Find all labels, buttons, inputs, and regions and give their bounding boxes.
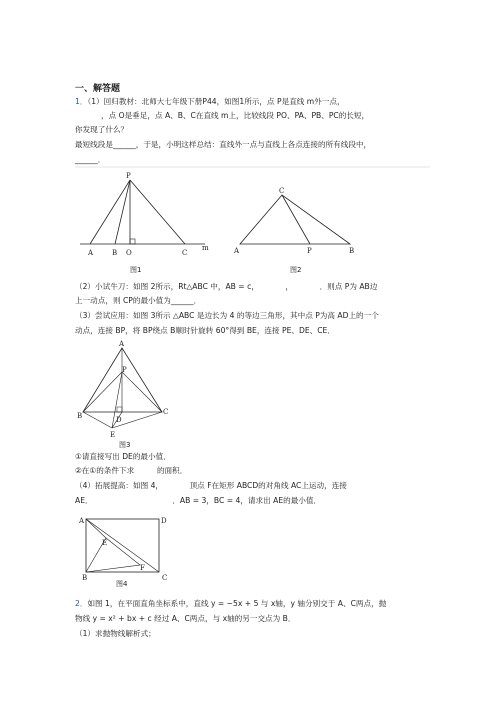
q1-line-5: ______．	[75, 155, 106, 164]
q1-line-9: 动点，连接 BP，将 BP绕点 B顺时针旋转 60°得到 BE，连接 PE、DE、CE．	[75, 326, 335, 335]
q2-number: 2．	[75, 599, 88, 608]
q2-line-2: 物线 y = x² + bx + c 经过 A、C两点，与 x轴的另一交点为 B．	[75, 614, 296, 623]
q1-text-1: （1）回归教材：北师大七年级下册P44，如图1所示，点 P是直线 m外一点，	[87, 97, 345, 106]
fig4-label-c: C	[162, 574, 168, 582]
q1-line-13: AE． ．AB = 3，BC = 4，请求出 AE的最小值．	[75, 496, 322, 505]
fig1-label-b: B	[112, 249, 118, 257]
q1-line-3: 你发现了什么？	[75, 125, 129, 134]
fig1-label-m: m	[202, 244, 209, 252]
fig1-segment-pc	[130, 180, 185, 244]
fig1-right-angle-mark	[130, 239, 135, 244]
fig1-label-o: O	[126, 249, 132, 257]
fig4-segment-ae	[86, 519, 106, 538]
fig1-segment-pb	[115, 180, 130, 244]
fig3-right-angle-mark	[117, 407, 122, 412]
fig3-label-p: P	[122, 366, 127, 374]
fig1-label-p: P	[126, 172, 131, 180]
fig3-label-e: E	[110, 431, 116, 439]
fig4-caption: 图4	[116, 580, 128, 588]
figure-2	[233, 187, 354, 274]
q2-line-3: （1）求抛物线解析式；	[75, 629, 156, 638]
fig3-label-d: D	[116, 416, 122, 424]
fig1-caption: 图1	[130, 266, 142, 274]
fig4-triangle-bef	[86, 538, 140, 572]
fig3-label-b: B	[77, 412, 83, 420]
q1-line-10: ①请直接写出 DE的最小值．	[75, 452, 171, 461]
fig2-label-b: B	[349, 247, 355, 255]
q1-line-6: （2）小试牛刀：如图 2所示，Rt△ABC 中，AB = c， ， ．则点 P为 AB边	[75, 282, 378, 291]
fig4-label-b: B	[82, 574, 88, 582]
fig1-label-c: C	[182, 249, 188, 257]
q1-line-11: ②在①的条件下求 的面积．	[75, 466, 188, 475]
fig4-label-d: D	[161, 517, 167, 525]
figure-4	[78, 517, 167, 588]
q1-line-8: （3）尝试应用：如图 3所示 △ABC 是边长为 4 的等边三角形，其中点 P为高 AD上的一个	[75, 311, 379, 320]
q1-line-4: 最短线段是______，于是，小明这样总结：直线外一点与直线上各点连接的所有线段中，	[75, 140, 372, 149]
q1-line-2: ，点 O是垂足，点 A、B、C在直线 m上，比较线段 PO、PA、PB、PC的长短，	[101, 111, 370, 120]
fig4-label-e: E	[102, 539, 108, 547]
fig4-label-f: F	[140, 564, 145, 572]
fig2-segment-cp	[282, 195, 310, 244]
fig2-caption: 图2	[290, 266, 302, 274]
fig3-label-c: C	[163, 408, 169, 416]
fig4-label-a: A	[79, 517, 85, 525]
q1-line-12: （4）拓展提高：如图 4， 顶点 F在矩形 ABCD的对角线 AC上运动，连接	[75, 481, 347, 490]
section-title: 一、解答题	[75, 84, 121, 94]
fig3-triangle-abc	[83, 348, 162, 412]
fig2-label-a: A	[234, 247, 240, 255]
fig3-label-a: A	[119, 340, 125, 348]
fig2-label-p: P	[307, 247, 312, 255]
fig2-label-c: C	[279, 187, 285, 195]
fig3-segment-pc	[122, 372, 162, 412]
fig2-triangle	[240, 195, 350, 244]
fig1-label-a: A	[88, 249, 94, 257]
fig3-segment-be	[83, 412, 112, 428]
figure-1	[80, 172, 209, 274]
q1-number: 1．	[75, 97, 88, 106]
q2-text-1: 如图 1，在平面直角坐标系中，直线 y = −5x + 5 与 x轴，y 轴分别交于 A、C两点，抛	[87, 599, 387, 608]
figure-3	[77, 340, 168, 449]
fig3-caption: 图3	[119, 441, 131, 449]
q2-line-1	[75, 599, 386, 609]
fig1-segment-pa	[90, 180, 130, 244]
fig4-diagonal-ac	[86, 519, 159, 572]
q1-line-7: 上一动点，则 CP的最小值为______．	[75, 296, 202, 305]
